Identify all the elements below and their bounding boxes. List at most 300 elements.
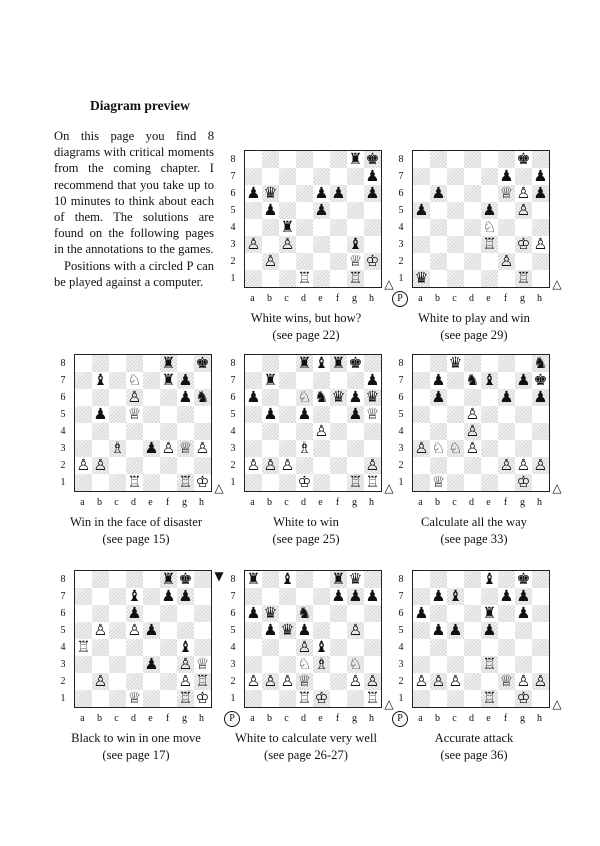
- board-square: [413, 656, 430, 673]
- board-square: [481, 474, 498, 491]
- chess-piece: ♜: [482, 604, 497, 622]
- chess-piece: ♔: [516, 235, 531, 253]
- board-square: [532, 571, 549, 588]
- board-square: [481, 168, 498, 185]
- chess-piece: ♙: [516, 456, 531, 474]
- board-square: [364, 355, 381, 372]
- board-square: [515, 423, 532, 440]
- board-square: [481, 270, 498, 287]
- chess-piece: ♕: [297, 672, 312, 690]
- rank-label: 5: [230, 205, 236, 216]
- diagram-caption: [216, 730, 396, 764]
- board-square: [143, 588, 160, 605]
- board-square: [313, 474, 330, 491]
- caption-page-ref: (see page 33): [440, 532, 508, 546]
- board-square: [109, 571, 126, 588]
- board-square: [498, 622, 515, 639]
- file-label: a: [250, 713, 255, 724]
- chess-piece: ♝: [348, 235, 363, 253]
- file-label: b: [267, 497, 272, 508]
- board-square: [515, 656, 532, 673]
- file-label: e: [148, 497, 153, 508]
- file-label: g: [182, 497, 187, 508]
- board-square: [262, 690, 279, 707]
- rank-label: 4: [230, 426, 236, 437]
- board-square: [364, 622, 381, 639]
- board-square: [413, 423, 430, 440]
- chess-piece: ♟: [314, 201, 329, 219]
- chess-piece: ♟: [533, 388, 548, 406]
- board-square: [279, 372, 296, 389]
- board-square: [447, 202, 464, 219]
- chess-piece: ♙: [178, 672, 193, 690]
- board-square: [109, 474, 126, 491]
- board-square: [262, 440, 279, 457]
- chess-piece: ♖: [127, 473, 142, 491]
- board-square: [313, 571, 330, 588]
- board-square: [330, 406, 347, 423]
- board-square: [279, 355, 296, 372]
- board-square: [447, 151, 464, 168]
- board-square: [143, 372, 160, 389]
- rank-label: 7: [60, 591, 66, 602]
- board-square: [364, 639, 381, 656]
- board-square: [515, 440, 532, 457]
- board-square: [347, 372, 364, 389]
- board-square: [447, 656, 464, 673]
- board-square: [109, 673, 126, 690]
- rank-label: 4: [60, 642, 66, 653]
- chess-piece: ♘: [482, 218, 497, 236]
- chess-piece: ♚: [516, 570, 531, 588]
- board-square: [92, 474, 109, 491]
- chess-piece: ♞: [465, 371, 480, 389]
- board-square: [109, 389, 126, 406]
- board-square: [279, 389, 296, 406]
- board-square: [296, 571, 313, 588]
- chess-piece: ♟: [414, 201, 429, 219]
- board-square: [447, 185, 464, 202]
- rank-label: 8: [398, 154, 404, 165]
- board-square: [296, 202, 313, 219]
- board-square: [126, 639, 143, 656]
- chess-piece: ♟: [297, 405, 312, 423]
- board-square: [160, 474, 177, 491]
- board-square: [430, 168, 447, 185]
- board-square: [92, 656, 109, 673]
- chess-piece: ♘: [297, 388, 312, 406]
- board-square: [92, 639, 109, 656]
- rank-label: 1: [398, 477, 404, 488]
- chess-piece: ♙: [348, 672, 363, 690]
- board-square: [364, 423, 381, 440]
- chess-piece: ♙: [263, 456, 278, 474]
- board-square: [296, 457, 313, 474]
- board-square: [347, 690, 364, 707]
- board-square: [160, 423, 177, 440]
- chess-diagram: [396, 570, 562, 782]
- chess-piece: ♚: [178, 570, 193, 588]
- chess-piece: ♟: [348, 405, 363, 423]
- file-labels: [74, 497, 210, 509]
- caption-title: White wins, but how?: [250, 311, 362, 325]
- board-square: [464, 588, 481, 605]
- file-label: e: [486, 293, 491, 304]
- board-square: [330, 270, 347, 287]
- chess-piece: ♙: [465, 422, 480, 440]
- board-square: [245, 151, 262, 168]
- board-square: [413, 457, 430, 474]
- chess-piece: ♛: [280, 621, 295, 639]
- board-square: [330, 423, 347, 440]
- rank-label: 2: [398, 256, 404, 267]
- board-square: [245, 406, 262, 423]
- rank-label: 7: [230, 591, 236, 602]
- board-square: [177, 605, 194, 622]
- board-square: [75, 355, 92, 372]
- board-square: [143, 423, 160, 440]
- chess-piece: ♟: [533, 167, 548, 185]
- board-square: [313, 219, 330, 236]
- board-square: [464, 151, 481, 168]
- board-square: [532, 423, 549, 440]
- board-square: [92, 588, 109, 605]
- board-square: [347, 639, 364, 656]
- white-to-move-icon: △: [384, 481, 394, 495]
- file-label: a: [80, 713, 85, 724]
- chess-piece: ♜: [161, 371, 176, 389]
- chess-piece: ♟: [348, 388, 363, 406]
- chess-piece: ♚: [533, 371, 548, 389]
- board-square: [75, 389, 92, 406]
- board-square: [464, 168, 481, 185]
- file-label: e: [148, 713, 153, 724]
- rank-label: 2: [60, 676, 66, 687]
- chess-piece: ♙: [314, 422, 329, 440]
- board-square: [413, 571, 430, 588]
- board-square: [160, 406, 177, 423]
- board-square: [464, 690, 481, 707]
- chess-piece: ♟: [127, 604, 142, 622]
- rank-label: 7: [60, 375, 66, 386]
- board-square: [279, 253, 296, 270]
- chess-board: [244, 150, 382, 288]
- board-square: [330, 656, 347, 673]
- board-square: [109, 423, 126, 440]
- file-label: a: [250, 293, 255, 304]
- chess-piece: ♗: [314, 655, 329, 673]
- file-label: c: [114, 497, 119, 508]
- board-square: [532, 690, 549, 707]
- chess-piece: ♟: [431, 587, 446, 605]
- board-square: [75, 423, 92, 440]
- chess-piece: ♙: [533, 456, 548, 474]
- board-square: [313, 270, 330, 287]
- computer-play-icon: P: [392, 291, 408, 307]
- rank-label: 6: [398, 188, 404, 199]
- file-label: g: [352, 713, 357, 724]
- chess-piece: ♙: [93, 672, 108, 690]
- file-labels: [412, 497, 548, 509]
- file-label: e: [486, 497, 491, 508]
- board-square: [498, 690, 515, 707]
- chess-piece: ♝: [280, 570, 295, 588]
- chess-piece: ♟: [431, 184, 446, 202]
- board-square: [279, 690, 296, 707]
- chess-piece: ♞: [314, 388, 329, 406]
- chess-piece: ♟: [263, 405, 278, 423]
- file-labels: [74, 713, 210, 725]
- file-label: f: [503, 293, 508, 304]
- board-square: [498, 202, 515, 219]
- board-square: [143, 673, 160, 690]
- rank-label: 5: [398, 205, 404, 216]
- chess-piece: ♙: [499, 252, 514, 270]
- file-label: c: [284, 497, 289, 508]
- board-square: [481, 673, 498, 690]
- board-square: [532, 406, 549, 423]
- board-square: [279, 151, 296, 168]
- board-square: [330, 202, 347, 219]
- board-square: [498, 372, 515, 389]
- file-label: f: [165, 713, 170, 724]
- board-square: [194, 605, 211, 622]
- board-square: [515, 253, 532, 270]
- diagram-caption: [384, 310, 564, 344]
- board-square: [330, 151, 347, 168]
- file-label: f: [165, 497, 170, 508]
- board-square: [413, 690, 430, 707]
- chess-piece: ♝: [314, 354, 329, 372]
- rank-label: 5: [230, 625, 236, 636]
- board-square: [160, 673, 177, 690]
- board-square: [447, 457, 464, 474]
- board-square: [262, 355, 279, 372]
- board-square: [262, 656, 279, 673]
- board-square: [464, 355, 481, 372]
- board-square: [262, 270, 279, 287]
- board-square: [481, 639, 498, 656]
- board-square: [330, 168, 347, 185]
- file-label: c: [452, 713, 457, 724]
- file-label: f: [503, 713, 508, 724]
- board-square: [515, 219, 532, 236]
- board-square: [245, 622, 262, 639]
- board-square: [92, 423, 109, 440]
- board-square: [330, 690, 347, 707]
- computer-play-icon: P: [224, 711, 240, 727]
- chess-piece: ♖: [365, 473, 380, 491]
- file-label: d: [301, 497, 306, 508]
- board-square: [194, 588, 211, 605]
- intro-text: [54, 128, 214, 290]
- board-square: [143, 389, 160, 406]
- chess-piece: ♟: [414, 604, 429, 622]
- board-square: [532, 219, 549, 236]
- chess-piece: ♟: [482, 621, 497, 639]
- chess-piece: ♟: [431, 371, 446, 389]
- chess-piece: ♜: [331, 570, 346, 588]
- board-square: [515, 168, 532, 185]
- board-square: [296, 372, 313, 389]
- board-square: [347, 605, 364, 622]
- board-square: [447, 253, 464, 270]
- board-square: [126, 673, 143, 690]
- file-label: b: [97, 497, 102, 508]
- board-square: [532, 639, 549, 656]
- rank-label: 4: [398, 642, 404, 653]
- board-square: [109, 588, 126, 605]
- board-square: [430, 355, 447, 372]
- rank-label: 5: [230, 409, 236, 420]
- chess-piece: ♘: [127, 371, 142, 389]
- file-label: b: [435, 497, 440, 508]
- chess-piece: ♙: [280, 456, 295, 474]
- board-square: [347, 457, 364, 474]
- file-label: g: [520, 497, 525, 508]
- chess-board: [412, 150, 550, 288]
- board-square: [532, 440, 549, 457]
- file-label: h: [537, 293, 542, 304]
- rank-label: 1: [398, 693, 404, 704]
- chess-piece: ♙: [414, 439, 429, 457]
- chess-piece: ♔: [195, 473, 210, 491]
- board-square: [481, 423, 498, 440]
- board-square: [413, 372, 430, 389]
- board-square: [160, 656, 177, 673]
- chess-piece: ♙: [516, 672, 531, 690]
- caption-title: White to play and win: [418, 311, 530, 325]
- board-square: [430, 151, 447, 168]
- board-square: [92, 440, 109, 457]
- rank-label: 8: [230, 574, 236, 585]
- rank-label: 5: [398, 409, 404, 420]
- board-square: [532, 474, 549, 491]
- chess-piece: ♛: [263, 604, 278, 622]
- board-square: [313, 372, 330, 389]
- chess-piece: ♟: [314, 184, 329, 202]
- board-square: [498, 236, 515, 253]
- rank-label: 3: [60, 659, 66, 670]
- board-square: [296, 236, 313, 253]
- rank-label: 8: [60, 574, 66, 585]
- board-square: [330, 440, 347, 457]
- computer-play-icon: P: [392, 711, 408, 727]
- board-square: [430, 656, 447, 673]
- board-square: [279, 202, 296, 219]
- chess-piece: ♔: [195, 689, 210, 707]
- board-square: [413, 588, 430, 605]
- rank-label: 2: [398, 676, 404, 687]
- chess-piece: ♛: [348, 570, 363, 588]
- board-square: [481, 406, 498, 423]
- board-square: [75, 656, 92, 673]
- chess-piece: ♜: [348, 150, 363, 168]
- board-square: [430, 423, 447, 440]
- chess-piece: ♜: [297, 354, 312, 372]
- file-label: b: [97, 713, 102, 724]
- chess-piece: ♛: [448, 354, 463, 372]
- board-square: [109, 406, 126, 423]
- rank-label: 3: [398, 443, 404, 454]
- board-square: [126, 571, 143, 588]
- board-square: [279, 440, 296, 457]
- chess-piece: ♟: [263, 621, 278, 639]
- diagram-caption: [216, 310, 396, 344]
- board-square: [447, 690, 464, 707]
- rank-label: 5: [60, 409, 66, 420]
- board-square: [413, 355, 430, 372]
- chess-piece: ♔: [516, 473, 531, 491]
- rank-label: 6: [230, 608, 236, 619]
- rank-label: 6: [398, 392, 404, 403]
- file-label: a: [418, 293, 423, 304]
- chess-piece: ♛: [331, 388, 346, 406]
- board-square: [464, 389, 481, 406]
- rank-label: 5: [398, 625, 404, 636]
- board-square: [532, 253, 549, 270]
- rank-label: 6: [60, 392, 66, 403]
- white-to-move-icon: △: [552, 481, 562, 495]
- board-square: [330, 253, 347, 270]
- chess-piece: ♖: [178, 473, 193, 491]
- white-to-move-icon: △: [384, 697, 394, 711]
- caption-title: Accurate attack: [434, 731, 514, 745]
- chess-piece: ♖: [348, 473, 363, 491]
- rank-label: 3: [398, 659, 404, 670]
- chess-piece: ♚: [195, 354, 210, 372]
- board-square: [296, 253, 313, 270]
- board-square: [515, 389, 532, 406]
- board-square: [296, 588, 313, 605]
- file-labels: [412, 713, 548, 725]
- board-square: [430, 270, 447, 287]
- board-square: [143, 474, 160, 491]
- board-square: [464, 571, 481, 588]
- rank-label: 4: [230, 222, 236, 233]
- board-square: [413, 406, 430, 423]
- chess-piece: ♖: [297, 689, 312, 707]
- file-label: d: [301, 713, 306, 724]
- board-square: [532, 270, 549, 287]
- board-square: [262, 389, 279, 406]
- board-square: [464, 605, 481, 622]
- white-to-move-icon: △: [552, 277, 562, 291]
- file-label: g: [352, 497, 357, 508]
- chess-piece: ♜: [280, 218, 295, 236]
- file-label: e: [318, 497, 323, 508]
- board-square: [464, 253, 481, 270]
- file-label: b: [435, 713, 440, 724]
- chess-piece: ♟: [331, 184, 346, 202]
- chess-piece: ♖: [482, 235, 497, 253]
- rank-label: 7: [230, 171, 236, 182]
- chess-piece: ♖: [195, 672, 210, 690]
- board-square: [364, 656, 381, 673]
- board-square: [194, 622, 211, 639]
- chess-piece: ♙: [516, 201, 531, 219]
- chess-piece: ♗: [297, 439, 312, 457]
- chess-piece: ♟: [499, 167, 514, 185]
- rank-label: 3: [230, 659, 236, 670]
- chess-piece: ♖: [297, 269, 312, 287]
- board-square: [313, 673, 330, 690]
- chess-piece: ♟: [93, 405, 108, 423]
- chess-piece: ♟: [533, 184, 548, 202]
- rank-label: 6: [60, 608, 66, 619]
- chess-piece: ♝: [93, 371, 108, 389]
- board-square: [75, 440, 92, 457]
